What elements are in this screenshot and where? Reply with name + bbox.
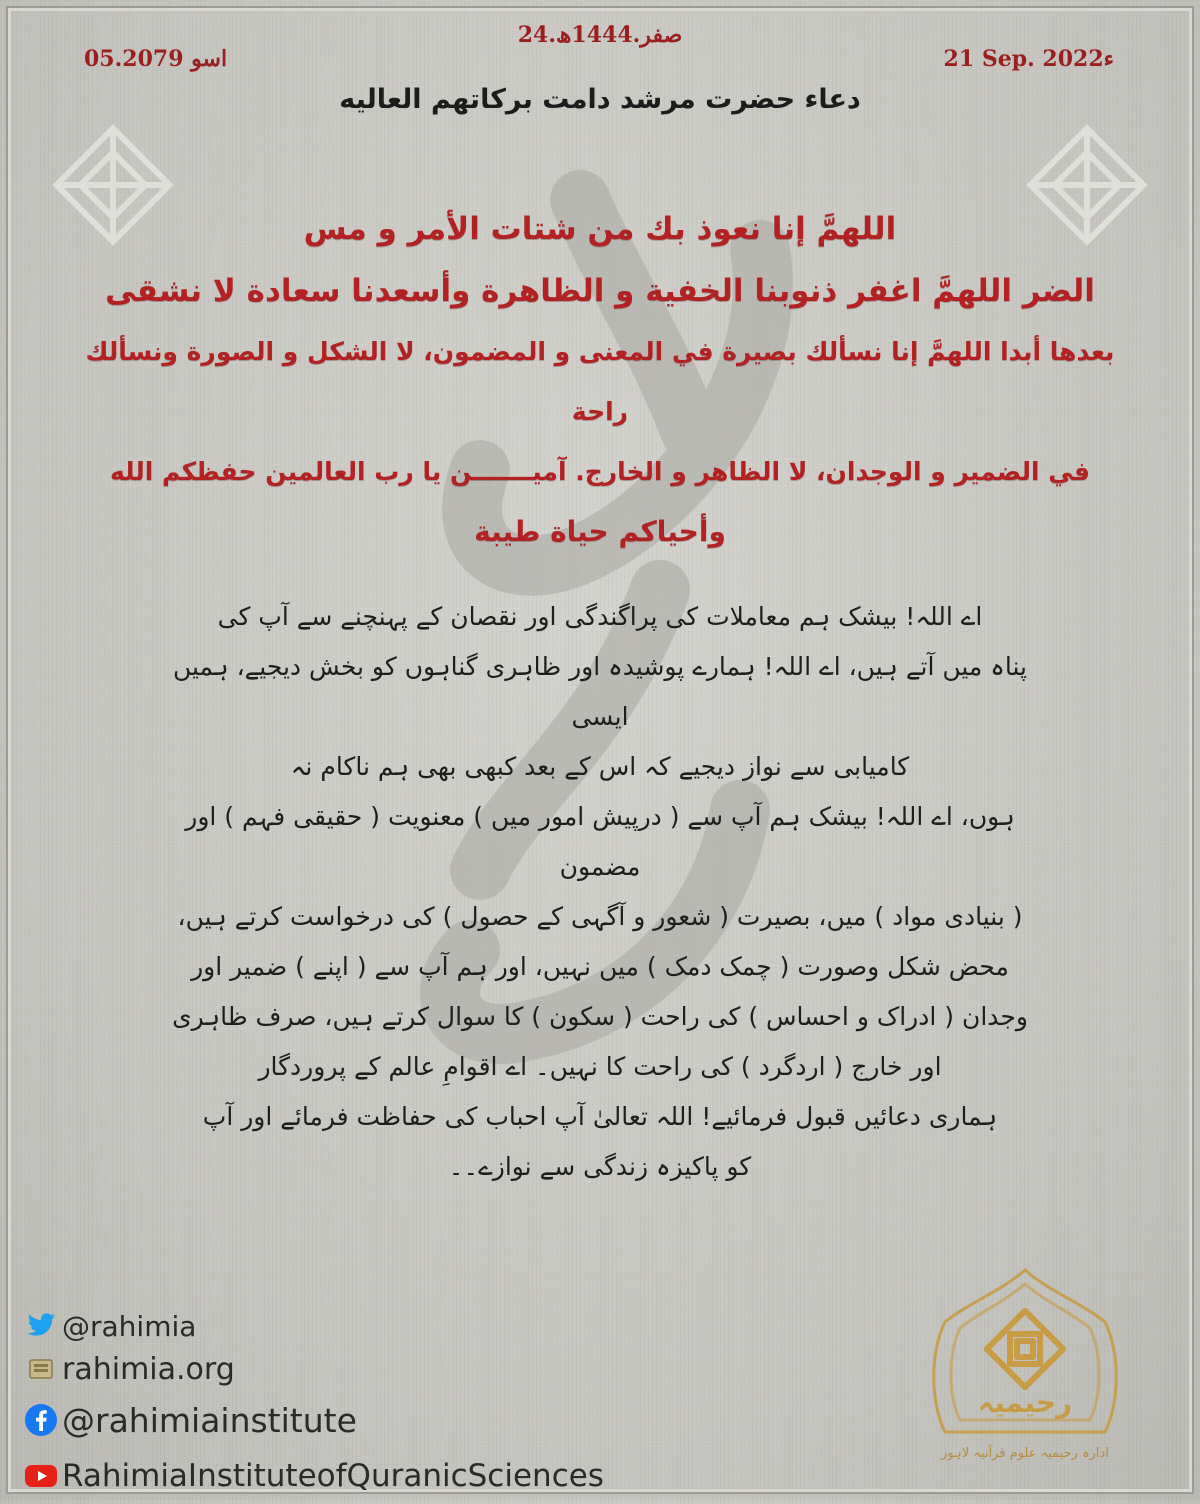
logo-wordmark: رحیمیہ [977, 1386, 1073, 1419]
twitter-icon [24, 1309, 58, 1343]
urdu-line-3: کامیابی سے نواز دیجیے کہ اس کے بعد کبھی بھی ہم ناکام نہ [290, 752, 910, 781]
urdu-line-1: اے اللہ! بیشک ہم معاملات کی پراگندگی اور نقصان کے پہنچنے سے آپ کی [217, 602, 983, 631]
page-title: دعاء حضرت مرشد دامت برکاتهم العالیه [339, 84, 861, 115]
globe-icon [24, 1352, 58, 1386]
website-link[interactable] [24, 1346, 664, 1392]
urdu-line-5: ( بنیادی مواد ) میں، بصیرت ( شعور و آگہی کے حصول ) کی درخواست کرتے ہیں، [177, 902, 1023, 931]
arabic-line-1: اللهمَّ إنا نعوذ بك من شتات الأمر و مس [303, 211, 897, 247]
urdu-line-10: کو پاکیزہ زندگی سے نوازے۔۔ [448, 1152, 752, 1181]
website-url: rahimia.org [62, 1351, 235, 1387]
urdu-line-6: محض شکل وصورت ( چمک دمک ) میں نہیں، اور ہم آپ سے ( اپنے ) ضمیر اور [191, 952, 1009, 981]
facebook-link[interactable] [24, 1392, 664, 1448]
arabic-line-3: بعدها أبدا اللهمَّ إنا نسألك بصيرة في المعنى و المضمون، لا الشكل و الصورة ونسألك راحة [85, 337, 1115, 426]
urdu-line-2: پناہ میں آتے ہیں، اے اللہ! ہمارے پوشیدہ اور ظاہری گناہوں کو بخش دیجیے، ہمیں ایسی [172, 652, 1028, 731]
facebook-icon [24, 1403, 58, 1437]
hijri-date: 24.صفر.1444ھ [517, 22, 683, 48]
urdu-line-9: ہماری دعائیں قبول فرمائیے! اللہ تعالیٰ آپ احباب کی حفاظت فرمائے اور آپ [202, 1102, 998, 1131]
urdu-line-8: اور خارج ( اردگرد ) کی راحت کا نہیں۔ اے اقوامِ عالم کے پروردگار [258, 1052, 942, 1081]
arabic-line-2: الضر اللهمَّ اغفر ذنوبنا الخفية و الظاهرة وأسعدنا سعادة لا نشقى [105, 273, 1095, 309]
arabic-line-5: وأحياكم حياة طيبة [474, 515, 726, 548]
urdu-line-4: ہوں، اے اللہ! بیشک ہم آپ سے ( درپیش امور میں ) معنویت ( حقیقی فہم ) اور مضمون [185, 802, 1015, 881]
urdu-line-7: وجدان ( ادراک و احساس ) کی راحت ( سکون ) کا سوال کرتے ہیں، صرف ظاہری [172, 1002, 1028, 1031]
urdu-translation [150, 592, 1050, 1192]
gregorian-date: 21 Sep. 2022ء [943, 46, 1114, 72]
twitter-link[interactable] [24, 1306, 664, 1346]
youtube-icon [24, 1459, 58, 1493]
youtube-link[interactable] [24, 1448, 664, 1504]
rahimia-logo [920, 1262, 1130, 1487]
youtube-channel: RahimiaInstituteofQuranicSciences [62, 1458, 604, 1494]
twitter-handle: @rahimia [62, 1309, 197, 1343]
bikram-date: 05.اسو 2079 [84, 46, 228, 72]
arabic-dua [70, 198, 1130, 562]
logo-tagline: ادارہ رحیمیہ علوم قرآنیہ لاہور [941, 1446, 1109, 1461]
arabic-line-4: في الضمير و الوجدان، لا الظاهر و الخارج. آميـــــــن يا رب العالمين حفظكم الله [110, 457, 1090, 486]
facebook-handle: @rahimiainstitute [62, 1400, 357, 1440]
social-links [24, 1306, 664, 1504]
